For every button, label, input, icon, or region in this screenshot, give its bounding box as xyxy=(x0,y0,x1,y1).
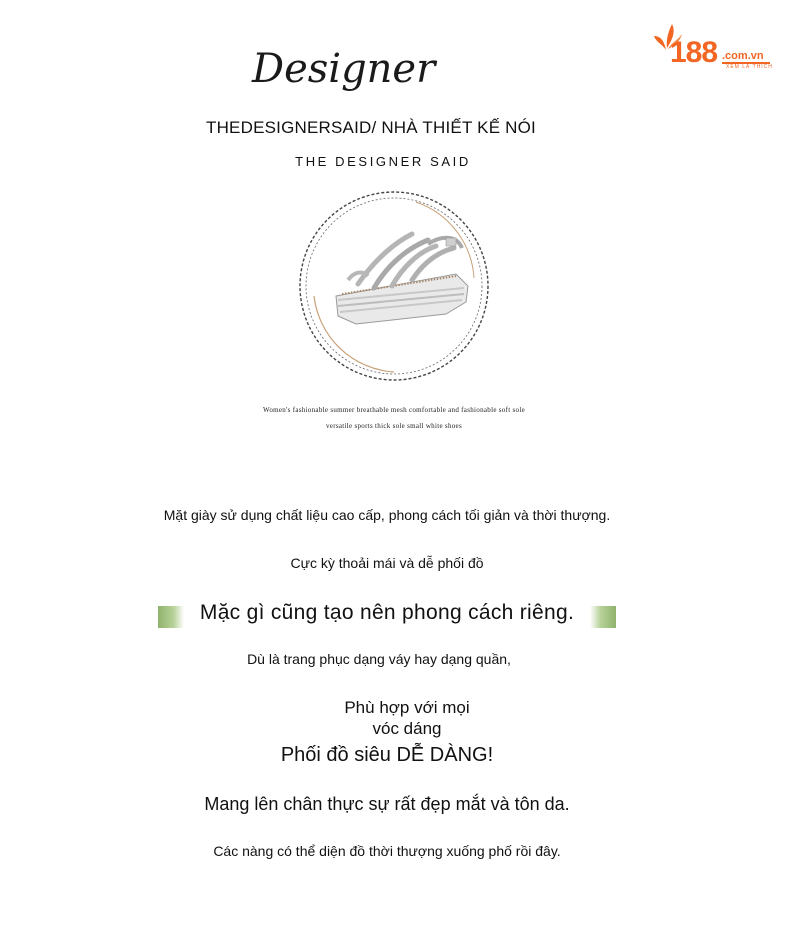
page-title: THEDESIGNERSAID/ NHÀ THIẾT KẾ NÓI xyxy=(206,118,536,137)
white-platform-sandal-icon xyxy=(336,234,468,324)
product-caption-line1: Women's fashionable summer breathable mesh comfortable and fashionable soft sole xyxy=(262,406,526,414)
description-street-style: Các nàng có thể diện đồ thời thượng xuống phố rồi đây. xyxy=(213,843,561,859)
style-banner xyxy=(158,600,616,628)
logo-domain: .com.vn xyxy=(722,50,764,62)
product-image xyxy=(296,188,492,384)
designer-script-text: Designer xyxy=(252,46,436,92)
logo-number: 188 xyxy=(670,36,718,69)
logo-tagline: XEM LÀ THÍCH xyxy=(726,64,773,70)
brand-logo[interactable] xyxy=(652,22,774,72)
page-subtitle: THE DESIGNER SAID xyxy=(295,154,471,169)
description-easy-match: Phối đồ siêu DỄ DÀNG! xyxy=(280,744,494,766)
description-outfits: Dù là trang phục dạng váy hay dạng quần, xyxy=(247,651,511,667)
description-fit-line2: vóc dáng xyxy=(372,719,442,738)
designer-script-title xyxy=(250,40,490,100)
description-comfort: Cực kỳ thoải mái và dễ phối đồ xyxy=(290,555,484,571)
description-beauty: Mang lên chân thực sự rất đẹp mắt và tôn da. xyxy=(204,794,570,814)
description-fit-line1: Phù hợp với mọi xyxy=(344,698,470,717)
description-material: Mặt giày sử dụng chất liệu cao cấp, phong cách tối giản và thời thượng. xyxy=(163,507,611,523)
product-caption-line2: versatile sports thick sole small white shoes xyxy=(326,422,462,430)
banner-text: Mặc gì cũng tạo nên phong cách riêng. xyxy=(199,601,575,624)
